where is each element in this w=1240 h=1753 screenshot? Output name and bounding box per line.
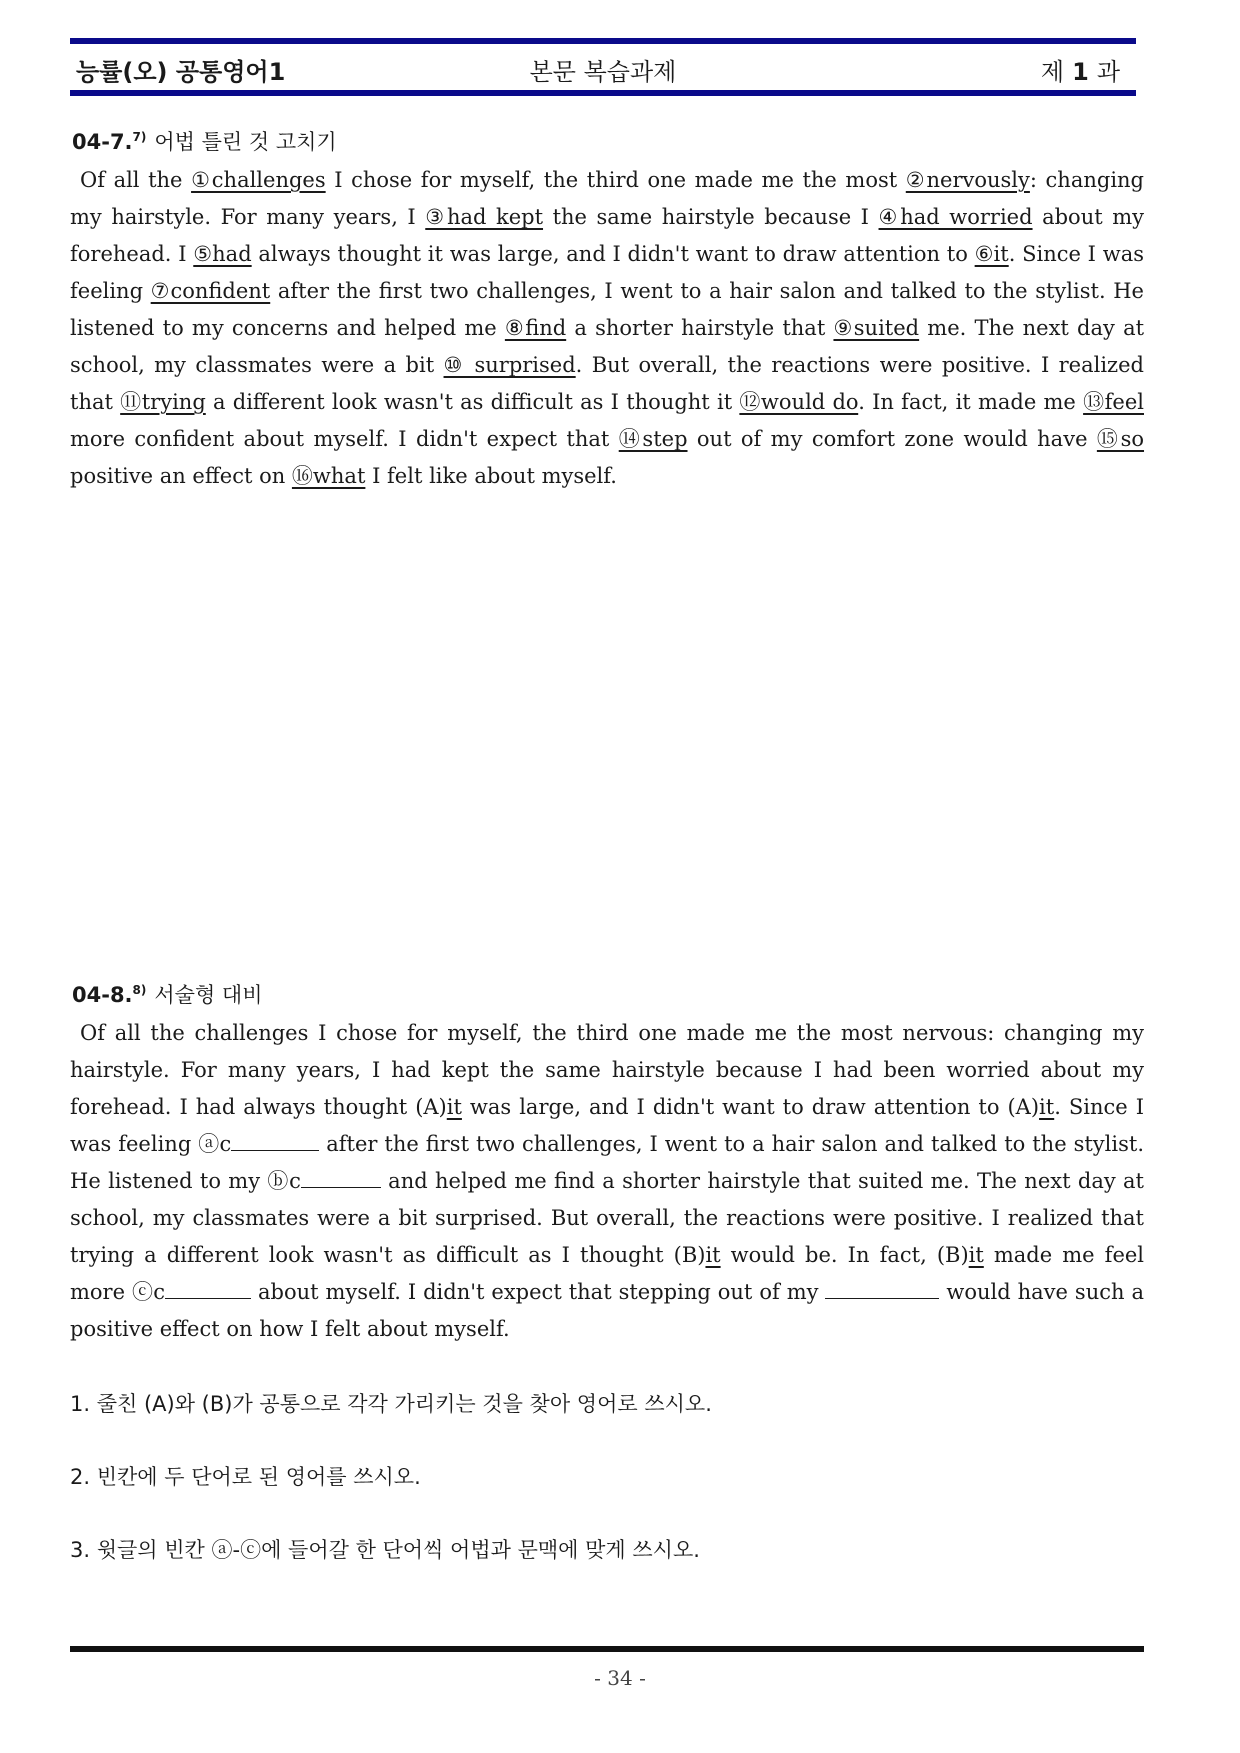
underlined-item: ⑤had — [193, 242, 252, 266]
underlined-item: ⑪trying — [120, 390, 206, 414]
passage: Of all the challenges I chose for myself, the third one made me the most nervous: changing my hairstyle. For many years, I had kept the same hairstyle because I had been worried about my forehead. I had always thought (A)it was large, and I didn't want to draw attention to (A)it. Since I was feeling ⓐc after the first two challenges, I went to a hair salon and talked to the stylist. He listened to my ⓑc and helped me find a shorter hairstyle that suited me. The next day at school, my classmates were a bit surprised. But overall, the reactions were positive. I realized that trying a different look wasn't as difficult as I thought (B)it would be. In fact, (B)it made me feel more ⓒc about myself. I didn't expect that stepping out of my would have such a positive effect on how I felt about myself. — [70, 1021, 1145, 1341]
underlined-item: ④had worried — [878, 205, 1033, 229]
question-1: 1. 줄친 (A)와 (B)가 공통으로 각각 가리키는 것을 찾아 영어로 쓰시오. — [70, 1392, 712, 1416]
underlined-item: ⑮so — [1096, 427, 1145, 451]
underlined-item: ⑫would do — [739, 390, 859, 414]
underlined-item: ①challenges — [191, 168, 326, 192]
underlined-item: ⑩ surprised — [443, 353, 576, 377]
section-grammar-correction — [70, 126, 1144, 495]
answer-blank-b[interactable] — [301, 1165, 381, 1188]
underlined-pronoun: it — [1039, 1095, 1055, 1119]
lesson-number: 제 1 과 — [1040, 58, 1120, 86]
page-header — [70, 46, 1136, 88]
section-title: 04-7.$^{7)}$ 어법 틀린 것 고치기 — [72, 130, 337, 154]
assignment-title: 본문 복습과제 — [529, 58, 677, 86]
underlined-item: ②nervously — [905, 168, 1030, 192]
underlined-item: ⑥it — [974, 242, 1009, 266]
header-bottom-rule — [70, 90, 1136, 96]
passage: Of all the ①challenges I chose for myself, the third one made me the most ②nervously: changing my hairstyle. For many years, I ③had kept the same hairstyle because I ④had worried about my forehead. I ⑤had always thought it was large, and I didn't want to draw attention to ⑥it. Since I was feeling ⑦confident after the first two challenges, I went to a hair salon and talked to the stylist. He listened to my concerns and helped me ⑧find a shorter hairstyle that ⑨suited me. The next day at school, my classmates were a bit ⑩ surprised. But overall, the reactions were positive. I realized that ⑪trying a different look wasn't as difficult as I thought it ⑫would do. In fact, it made me ⑬feel more confident about myself. I didn't expect that ⑭step out of my comfort zone would have ⑮so positive an effect on ⑯what I felt like about myself. — [70, 168, 1145, 488]
footer-rule — [70, 1646, 1144, 1652]
underlined-item: ⑧find — [504, 316, 567, 340]
question-3: 3. 윗글의 빈칸 ⓐ-ⓒ에 들어갈 한 단어씩 어법과 문맥에 맞게 쓰시오. — [70, 1538, 700, 1562]
underlined-item: ③had kept — [425, 205, 544, 229]
section-title: 04-8.$^{8)}$ 서술형 대비 — [72, 983, 263, 1007]
answer-blank-a[interactable] — [231, 1128, 319, 1151]
question-2: 2. 빈칸에 두 단어로 된 영어를 쓰시오. — [70, 1465, 421, 1489]
underlined-item: ⑨suited — [833, 316, 920, 340]
underlined-item: ⑯what — [291, 464, 366, 488]
page-number: - 34 - — [594, 1666, 646, 1690]
answer-blank-c[interactable] — [165, 1276, 251, 1299]
answer-blank-two-words[interactable] — [825, 1276, 939, 1299]
underlined-item: ⑦confident — [150, 279, 271, 303]
textbook-title: 능률(오) 공통영어1 — [76, 58, 286, 86]
underlined-pronoun: it — [968, 1243, 984, 1267]
underlined-pronoun: it — [446, 1095, 462, 1119]
underlined-item: ⑭step — [618, 427, 688, 451]
underlined-item: ⑬feel — [1083, 390, 1144, 414]
header-top-rule — [70, 38, 1136, 44]
section-descriptive-prep — [70, 979, 1144, 1348]
underlined-pronoun: it — [705, 1243, 721, 1267]
